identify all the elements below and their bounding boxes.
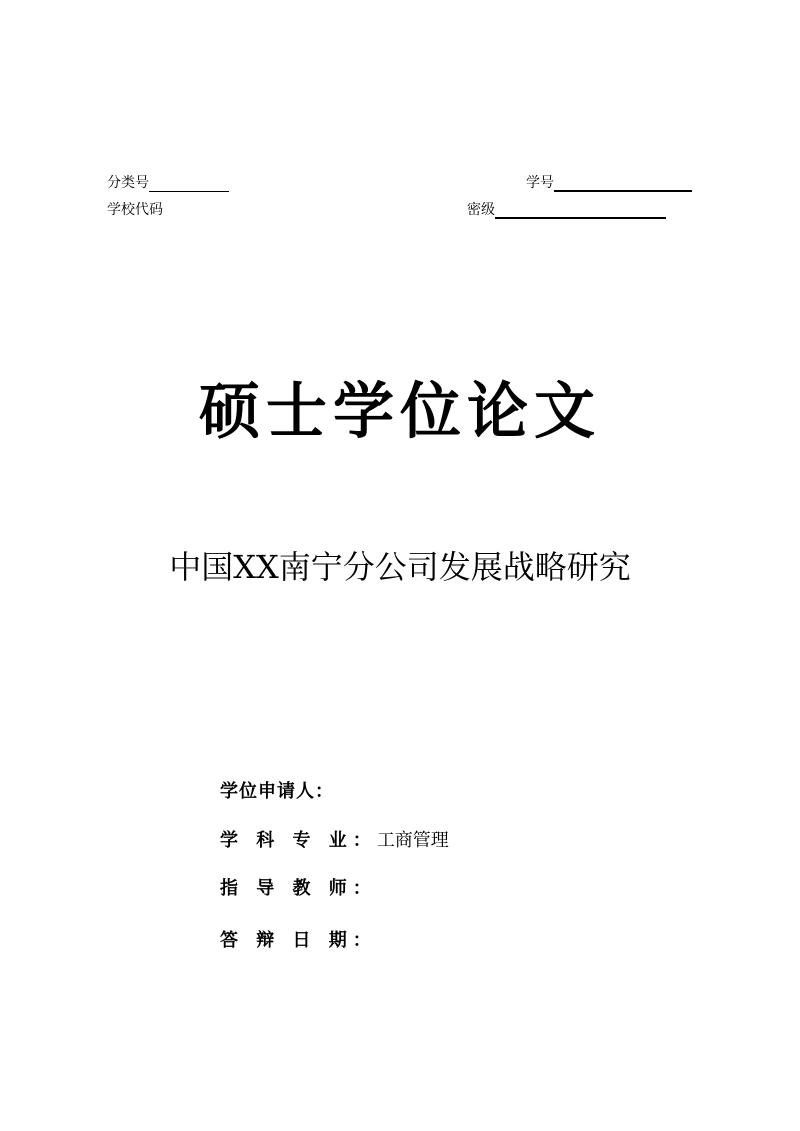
info-row-applicant [220,780,334,804]
secret-level-field [467,201,666,219]
classification-number-field [107,174,229,192]
applicant-label: 学位申请人： [220,781,334,802]
defense-date-label: 答 辩 日 期： [220,930,377,951]
school-code-field [107,201,163,219]
major-value: 工商管理 [376,830,449,851]
school-code-label: 学校代码 [107,202,163,218]
info-row-defense-date [220,929,377,953]
advisor-label: 指 导 教 师： [220,878,377,899]
thesis-title: 中国XX南宁分公司发展战略研究 [169,548,631,586]
info-row-advisor [220,877,377,901]
student-number-field [526,174,692,192]
student-number-label: 学号 [526,175,554,191]
info-row-major [220,829,449,853]
classification-number-line [149,176,229,192]
secret-level-line [495,202,666,219]
student-number-line [554,175,692,192]
secret-level-label: 密级 [467,202,495,218]
major-label: 学 科 专 业： [220,830,377,851]
main-title: 硕士学位论文 [198,376,601,447]
classification-number-label: 分类号 [107,175,149,191]
